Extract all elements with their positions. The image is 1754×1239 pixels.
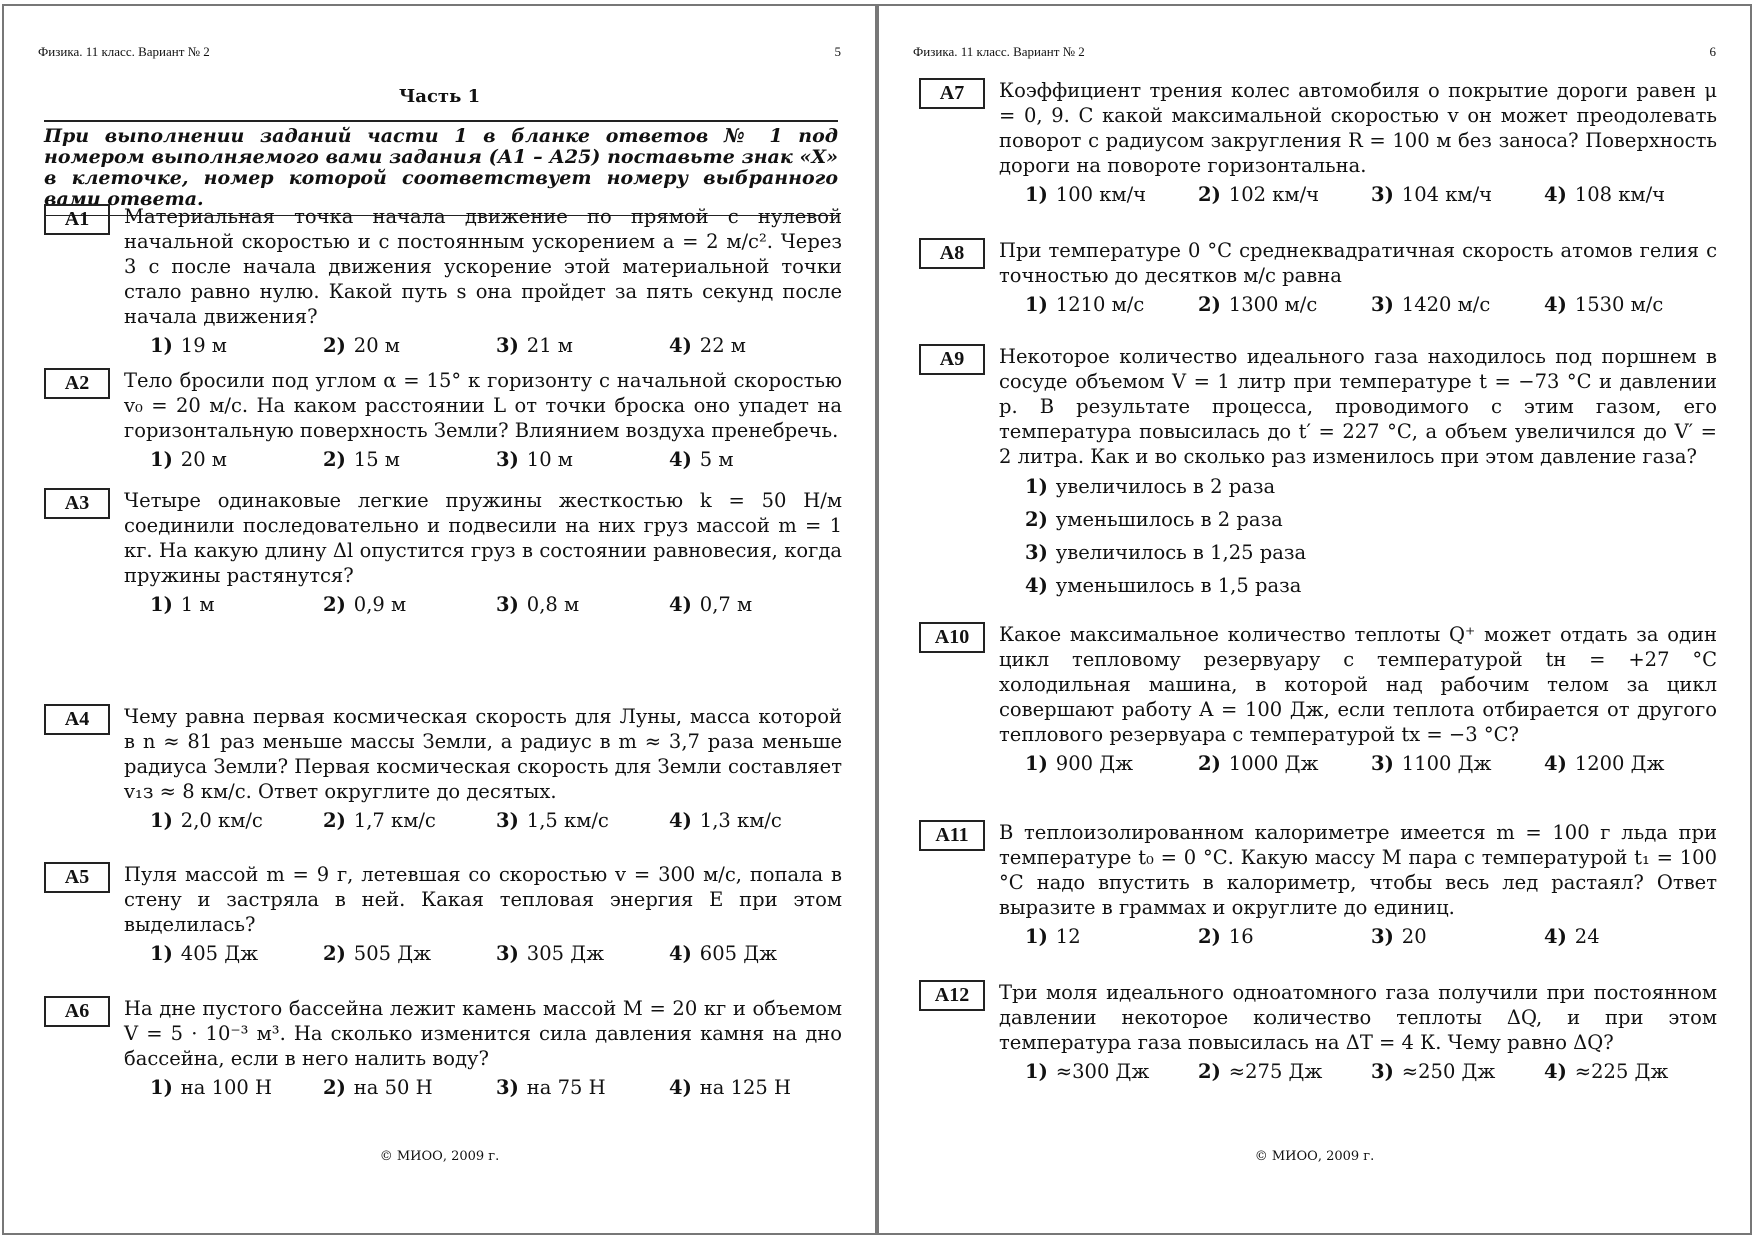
answer-option[interactable]: 4) 1,3 км/с xyxy=(669,809,782,832)
answer-options xyxy=(1025,475,1717,607)
task-a10 xyxy=(919,622,1717,776)
task-text: Материальная точка начала движение по прямой с нулевой начальной скоростью и с постоянным ускорением a = 2 м/с². Через 3 с после начала движения ускорение этой материальной точки стало равно нулю. Какой путь s она пройдет за пять секунд после начала движения? xyxy=(124,205,842,328)
answer-option[interactable]: 1) 20 м xyxy=(150,448,227,471)
answer-options xyxy=(1025,292,1717,317)
answer-option[interactable]: 3) 21 м xyxy=(496,334,573,357)
answer-option[interactable]: 3) ≈250 Дж xyxy=(1371,1060,1496,1083)
task-a9 xyxy=(919,344,1717,607)
answer-options xyxy=(150,592,842,617)
task-label: А3 xyxy=(44,488,110,519)
answer-options xyxy=(150,941,842,966)
answer-option[interactable]: 2) на 50 Н xyxy=(323,1076,433,1099)
answer-option[interactable]: 3) 104 км/ч xyxy=(1371,183,1493,206)
answer-option[interactable]: 3) 1,5 км/с xyxy=(496,809,609,832)
answer-option[interactable]: 3) 305 Дж xyxy=(496,942,605,965)
answer-options xyxy=(1025,924,1717,949)
task-text: Некоторое количество идеального газа находилось под поршнем в сосуде объемом V = 1 литр при температуре t = −73 °С и давлении p. В результате процесса, проводимого с этим газом, его температура повысилась до t′ = 227 °С, а объем увеличился до V′ = 2 литра. Как и во сколько раз изменилось при этом давление газа? xyxy=(999,345,1717,468)
task-text: Три моля идеального одноатомного газа получили при постоянном давлении некоторое количество теплоты ΔQ, и при этом температура газа повысилась на ΔT = 4 К. Чему равно ΔQ? xyxy=(999,981,1717,1054)
answer-option[interactable]: 2) ≈275 Дж xyxy=(1198,1060,1323,1083)
task-text: Чему равна первая космическая скорость для Луны, масса которой в n ≈ 81 раз меньше массы Земли, а радиус в m ≈ 3,7 раза меньше радиуса Земли? Первая космическая скорость для Земли составляет v₁з ≈ 8 км/с. Ответ округлите до десятых. xyxy=(124,705,842,803)
answer-options xyxy=(1025,1059,1717,1084)
task-label: А2 xyxy=(44,368,110,399)
task-a6 xyxy=(44,996,842,1100)
footer-copyright: © МИОО, 2009 г. xyxy=(1254,1149,1375,1164)
task-text: Пуля массой m = 9 г, летевшая со скоростью v = 300 м/с, попала в стену и застряла в ней. Какая тепловая энергия E при этом выделилась? xyxy=(124,863,842,936)
task-text: Какое максимальное количество теплоты Q⁺ может отдать за один цикл тепловому резервуару с температурой tн = +27 °С холодильная машина, в которой над рабочим телом за цикл совершают работу A = 100 Дж, если теплота отбирается от другого теплового резервуара с температурой tх = −3 °С? xyxy=(999,623,1717,746)
task-text: Тело бросили под углом α = 15° к горизонту с начальной скоростью v₀ = 20 м/с. На каком расстоянии L от точки броска оно упадет на горизонтальную поверхность Земли? Влиянием воздуха пренебречь. xyxy=(124,369,842,442)
task-a11 xyxy=(919,820,1717,949)
task-label: А1 xyxy=(44,204,110,235)
task-label: А5 xyxy=(44,862,110,893)
answer-option[interactable]: 1) 19 м xyxy=(150,334,227,357)
page-number: 6 xyxy=(1709,44,1716,59)
answer-option[interactable]: 3) на 75 Н xyxy=(496,1076,606,1099)
answer-option[interactable]: 4) уменьшилось в 1,5 раза xyxy=(1025,574,1302,597)
task-a4 xyxy=(44,704,842,833)
header-title: Физика. 11 класс. Вариант № 2 xyxy=(38,44,210,59)
answer-option[interactable]: 1) 12 xyxy=(1025,925,1081,948)
part-title: Часть 1 xyxy=(398,86,481,107)
answer-option[interactable]: 4) 1530 м/с xyxy=(1544,293,1664,316)
answer-option[interactable]: 3) 20 xyxy=(1371,925,1427,948)
task-a8 xyxy=(919,238,1717,317)
answer-options xyxy=(150,333,842,358)
answer-option[interactable]: 2) 505 Дж xyxy=(323,942,432,965)
answer-option[interactable]: 1) 405 Дж xyxy=(150,942,259,965)
answer-option[interactable]: 4) 22 м xyxy=(669,334,746,357)
answer-option[interactable]: 4) ≈225 Дж xyxy=(1544,1060,1669,1083)
task-a2 xyxy=(44,368,842,472)
answer-option[interactable]: 4) 24 xyxy=(1544,925,1600,948)
task-a12 xyxy=(919,980,1717,1084)
answer-option[interactable]: 3) 1100 Дж xyxy=(1371,752,1492,775)
running-head xyxy=(38,44,841,60)
answer-option[interactable]: 2) 15 м xyxy=(323,448,400,471)
task-label: А9 xyxy=(919,344,985,375)
task-a3 xyxy=(44,488,842,617)
task-label: А4 xyxy=(44,704,110,735)
task-label: А8 xyxy=(919,238,985,269)
answer-option[interactable]: 1) 1 м xyxy=(150,593,215,616)
answer-option[interactable]: 3) 10 м xyxy=(496,448,573,471)
task-text: В теплоизолированном калориметре имеется m = 100 г льда при температуре t₀ = 0 °С. Какую массу M пара с температурой t₁ = 100 °С надо впустить в калориметр, чтобы весь лед растаял? Ответ выразите в граммах и округлите до единиц. xyxy=(999,821,1717,919)
answer-options xyxy=(150,1075,842,1100)
answer-option[interactable]: 2) 1300 м/с xyxy=(1198,293,1318,316)
task-a7 xyxy=(919,78,1717,207)
task-label: А12 xyxy=(919,980,985,1011)
answer-options xyxy=(150,808,842,833)
page-number: 5 xyxy=(834,44,841,59)
task-label: А10 xyxy=(919,622,985,653)
answer-option[interactable]: 1) увеличилось в 2 раза xyxy=(1025,475,1276,498)
answer-options xyxy=(1025,751,1717,776)
answer-option[interactable]: 3) 1420 м/с xyxy=(1371,293,1491,316)
task-a5 xyxy=(44,862,842,966)
task-label: А6 xyxy=(44,996,110,1027)
task-text: Четыре одинаковые легкие пружины жесткостью k = 50 Н/м соединили последовательно и подвесили на них груз массой m = 1 кг. На какую длину Δl опустится груз в состоянии равновесия, когда пружины растянутся? xyxy=(124,489,842,587)
task-text: При температуре 0 °С среднеквадратичная скорость атомов гелия с точностью до десятков м/с равна xyxy=(999,239,1717,287)
answer-option[interactable]: 4) на 125 Н xyxy=(669,1076,792,1099)
answer-option[interactable]: 2) 0,9 м xyxy=(323,593,407,616)
answer-option[interactable]: 4) 108 км/ч xyxy=(1544,183,1666,206)
answer-option[interactable]: 4) 0,7 м xyxy=(669,593,753,616)
answer-option[interactable]: 1) на 100 Н xyxy=(150,1076,273,1099)
instructions: При выполнении заданий части 1 в бланке ответов № 1 под номером выполняемого вами задания (А1 – А25) поставьте знак «Х» в клеточке, номер которой соответствует номеру выбранного вами ответа. xyxy=(44,120,838,216)
answer-option[interactable]: 2) 102 км/ч xyxy=(1198,183,1320,206)
answer-option[interactable]: 1) 100 км/ч xyxy=(1025,183,1147,206)
answer-option[interactable]: 2) 1,7 км/с xyxy=(323,809,436,832)
answer-options xyxy=(1025,182,1717,207)
answer-option[interactable]: 2) 16 xyxy=(1198,925,1254,948)
footer-copyright: © МИОО, 2009 г. xyxy=(379,1149,500,1164)
answer-option[interactable]: 1) 2,0 км/с xyxy=(150,809,263,832)
right-page xyxy=(877,4,1752,1235)
task-label: А11 xyxy=(919,820,985,851)
answer-option[interactable]: 1) 900 Дж xyxy=(1025,752,1134,775)
answer-option[interactable]: 2) 20 м xyxy=(323,334,400,357)
answer-option[interactable]: 4) 1200 Дж xyxy=(1544,752,1665,775)
header-title: Физика. 11 класс. Вариант № 2 xyxy=(913,44,1085,59)
answer-option[interactable]: 2) уменьшилось в 2 раза xyxy=(1025,508,1283,531)
answer-option[interactable]: 1) 1210 м/с xyxy=(1025,293,1145,316)
running-head xyxy=(913,44,1716,60)
left-page xyxy=(2,4,877,1235)
answer-option[interactable]: 4) 5 м xyxy=(669,448,734,471)
task-text: На дне пустого бассейна лежит камень массой M = 20 кг и объемом V = 5 · 10⁻³ м³. На сколько изменится сила давления камня на дно бассейна, если в него налить воду? xyxy=(124,997,842,1070)
answer-option[interactable]: 1) ≈300 Дж xyxy=(1025,1060,1150,1083)
answer-option[interactable]: 3) 0,8 м xyxy=(496,593,580,616)
task-label: А7 xyxy=(919,78,985,109)
task-a1 xyxy=(44,204,842,358)
task-text: Коэффициент трения колес автомобиля о покрытие дороги равен μ = 0, 9. С какой максимальной скоростью v он может преодолевать поворот с радиусом закругления R = 100 м без заноса? Поверхность дороги на повороте горизонтальна. xyxy=(999,79,1717,177)
answer-option[interactable]: 2) 1000 Дж xyxy=(1198,752,1319,775)
answer-option[interactable]: 4) 605 Дж xyxy=(669,942,778,965)
answer-options xyxy=(150,447,842,472)
answer-option[interactable]: 3) увеличилось в 1,25 раза xyxy=(1025,541,1307,564)
